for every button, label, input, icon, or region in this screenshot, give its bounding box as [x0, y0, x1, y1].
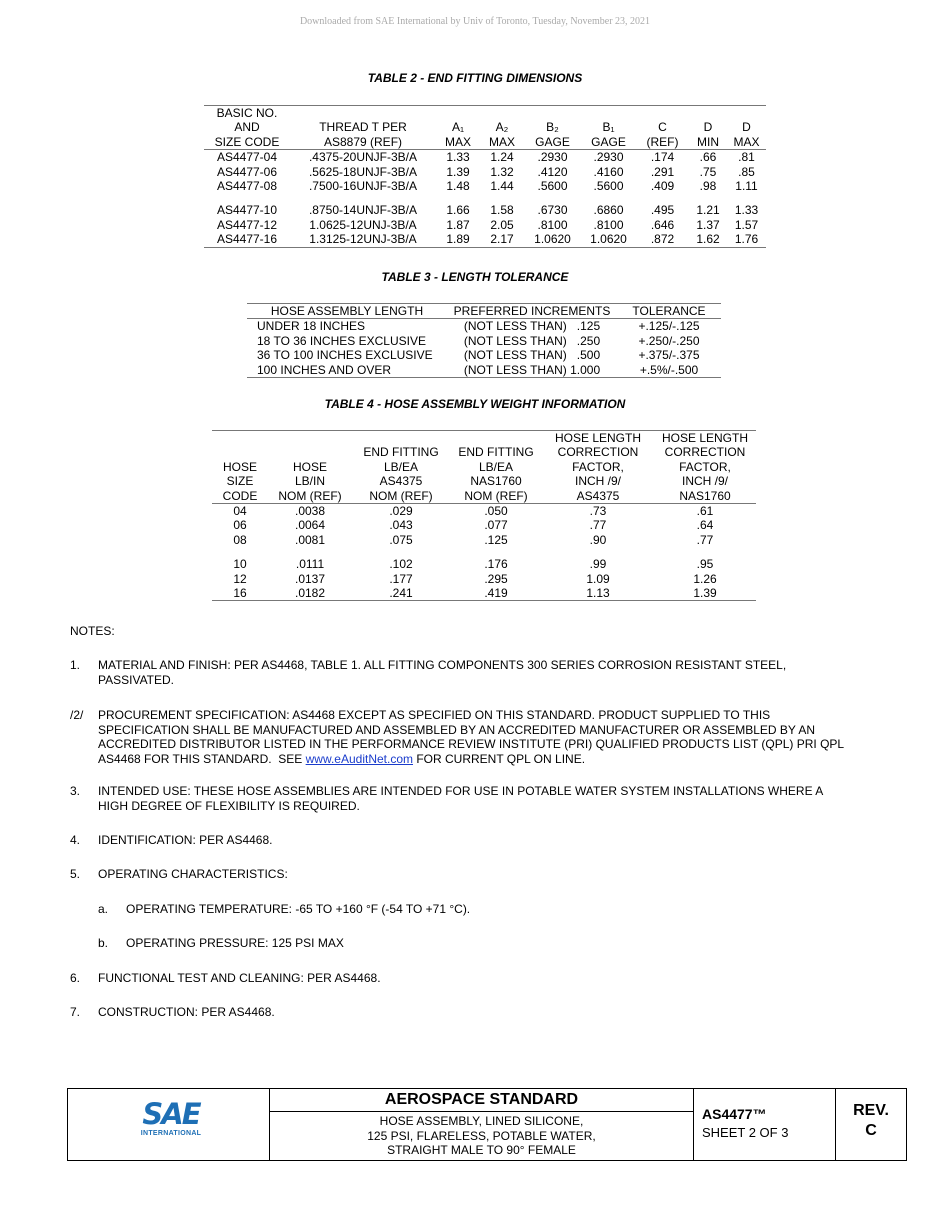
note-5: OPERATING CHARACTERISTICS:: [98, 867, 288, 881]
table-cell: .419: [450, 586, 542, 601]
table-cell: 04: [233, 504, 247, 519]
document-title-line: STRAIGHT MALE TO 90° FEMALE: [387, 1143, 576, 1157]
table-cell: .0081: [294, 532, 326, 547]
table-cell: .241: [352, 586, 450, 601]
table-cell: .872: [636, 232, 689, 247]
table-cell: .98: [699, 179, 717, 194]
table-cell: 1.21: [696, 203, 720, 218]
note-3: [98, 784, 888, 813]
table-cell: 1.33: [734, 203, 759, 218]
table-cell: .0064: [294, 518, 326, 533]
column-header-line: D: [703, 120, 713, 135]
table-cell: .5600: [593, 179, 624, 194]
table-row: [204, 203, 766, 217]
title-cell: [270, 1089, 694, 1160]
table-cell: .409: [650, 179, 675, 194]
note-4-number: 4.: [70, 833, 81, 847]
table-row: [204, 232, 766, 247]
document-number-cell: [694, 1089, 836, 1160]
table-cell: .99: [589, 557, 607, 572]
table-cell: .125: [484, 532, 508, 547]
note-5a: OPERATING TEMPERATURE: -65 TO +160 °F (-54 TO +71 °C).: [126, 902, 471, 916]
table2-end-fitting-dimensions: [204, 105, 766, 248]
table-row: [247, 319, 721, 334]
table-cell: .029: [389, 504, 413, 519]
column-header-line: HOSE: [292, 459, 327, 474]
table-cell: .0111: [295, 557, 325, 572]
column-header-line: MIN: [697, 134, 719, 149]
column-header-line: A₁: [451, 120, 465, 135]
column-header-line: BASIC NO.: [216, 106, 278, 120]
note-2-number: /2/: [70, 708, 84, 722]
table-cell: .043: [389, 518, 413, 533]
notes-heading: NOTES:: [70, 624, 115, 638]
table-cell: .075: [389, 532, 413, 547]
table-cell: 1.09: [586, 571, 610, 586]
column-header: [204, 106, 290, 150]
table-cell: 1.0625-12UNJ-3B/A: [309, 217, 417, 232]
column-header-line: HOSE LENGTH: [554, 431, 641, 445]
table-row: [212, 518, 756, 532]
column-header-line: B₁: [602, 120, 615, 135]
column-header-line: GAGE: [591, 134, 626, 149]
column-header: [581, 106, 636, 150]
column-header-line: HOSE LENGTH: [661, 431, 748, 445]
document-type: AEROSPACE STANDARD: [270, 1089, 693, 1112]
column-header-line: SIZE CODE: [214, 134, 280, 149]
table-cell: .295: [484, 571, 508, 586]
table-cell: .4160: [593, 164, 624, 179]
column-header: [290, 106, 436, 150]
note-2: [98, 708, 888, 766]
table-cell: .0137: [294, 571, 326, 586]
table-cell: .8100: [593, 217, 624, 232]
table-cell: .4120: [537, 164, 568, 179]
table-cell: .174: [650, 150, 675, 165]
table3-title: TABLE 3 - LENGTH TOLERANCE: [381, 270, 569, 284]
table-cell: 1.11: [735, 179, 758, 194]
table3-length-tolerance: [247, 303, 721, 378]
revision-cell: [836, 1101, 906, 1141]
column-header-line: NAS1760: [470, 474, 522, 489]
table-cell: AS4477-06: [216, 164, 278, 179]
table-cell: .077: [484, 518, 508, 533]
table-cell: (NOT LESS THAN) .250: [463, 333, 601, 348]
table-cell: UNDER 18 INCHES: [257, 319, 366, 334]
table-cell: 18 TO 36 INCHES EXCLUSIVE: [257, 333, 426, 348]
column-header-line: INCH /9/: [681, 474, 728, 489]
column-header-line: NOM (REF): [464, 488, 528, 503]
column-header-line: LB/EA: [383, 459, 419, 474]
table-cell: .64: [696, 518, 714, 533]
table-cell: .2930: [537, 150, 568, 165]
table-cell: .6860: [593, 203, 624, 218]
table-cell: 1.32: [490, 164, 514, 179]
table-cell: .176: [484, 557, 508, 572]
note-2-text: AS4468 FOR THIS STANDARD. SEE: [98, 751, 306, 766]
note-5b: OPERATING PRESSURE: 125 PSI MAX: [126, 936, 344, 950]
note-5-number: 5.: [70, 867, 81, 881]
column-header: [727, 106, 766, 150]
column-header-line: FACTOR,: [572, 459, 624, 474]
column-header-line: LB/IN: [294, 474, 325, 489]
table-row: [247, 334, 721, 348]
column-header-line: INCH /9/: [574, 474, 621, 489]
note-6: FUNCTIONAL TEST AND CLEANING: PER AS4468.: [98, 971, 381, 985]
table-row: [204, 150, 766, 165]
note-3-line: HIGH DEGREE OF FLEXIBILITY IS REQUIRED.: [98, 798, 360, 813]
table-cell: .61: [696, 504, 714, 519]
column-header-line: AS4375: [576, 488, 620, 503]
table-cell: .646: [650, 217, 675, 232]
table-cell: .73: [589, 504, 607, 519]
sheet-number: SHEET 2 OF 3: [702, 1125, 789, 1140]
revision-label: REV.: [853, 1102, 889, 1119]
column-header-line: MAX: [488, 134, 515, 149]
table-cell: (NOT LESS THAN) .125: [463, 319, 601, 334]
table-cell: .291: [650, 164, 675, 179]
note-3-number: 3.: [70, 784, 81, 798]
column-header: [542, 431, 654, 504]
table-cell: 2.17: [480, 232, 524, 247]
note-2-line: ACCREDITED DISTRIBUTOR LISTED IN THE PERFORMANCE REVIEW INSTITUTE (PRI) QUALIFIED PRODUCTS LIST (QPL) PRI QPL: [98, 737, 845, 752]
table-row: [212, 504, 756, 519]
title-block: [67, 1088, 907, 1161]
row-spacer: [212, 547, 756, 557]
table-cell: 1.26: [693, 571, 717, 586]
column-header: [480, 106, 524, 150]
table-cell: 1.0620: [524, 232, 581, 247]
document-title-line: HOSE ASSEMBLY, LINED SILICONE,: [379, 1114, 584, 1128]
document-number: AS4477™: [702, 1106, 767, 1122]
table-cell: +.125/-.125: [638, 319, 700, 334]
table-cell: +.250/-.250: [638, 333, 700, 348]
column-header-line: CODE: [222, 488, 258, 503]
column-header-line: THREAD T PER: [319, 120, 407, 135]
column-header-line: MAX: [444, 134, 471, 149]
eauditnet-link[interactable]: www.eAuditNet.com: [305, 751, 413, 766]
column-header: TOLERANCE: [617, 304, 721, 319]
table-cell: .90: [589, 532, 607, 547]
table-cell: 1.48: [446, 179, 470, 194]
column-header: [654, 431, 756, 504]
table-row: [204, 179, 766, 193]
table-cell: 1.58: [490, 203, 514, 218]
table-cell: (NOT LESS THAN) 1.000: [447, 363, 617, 378]
column-header: HOSE ASSEMBLY LENGTH: [247, 304, 447, 319]
note-2-text: FOR CURRENT QPL ON LINE.: [413, 751, 586, 766]
table-cell: .102: [389, 557, 413, 572]
logo-cell: [68, 1089, 270, 1160]
table-row: [204, 218, 766, 232]
table-cell: .7500-16UNJF-3B/A: [308, 179, 418, 194]
column-header-line: LB/EA: [478, 459, 514, 474]
column-header-line: AS4375: [379, 474, 423, 489]
table-cell: 36 TO 100 INCHES EXCLUSIVE: [257, 348, 433, 363]
table-cell: .66: [699, 150, 717, 165]
note-3-line: INTENDED USE: THESE HOSE ASSEMBLIES ARE INTENDED FOR USE IN POTABLE WATER SYSTEM INSTALLATIONS WHERE A: [98, 784, 824, 798]
table-cell: AS4477-08: [216, 179, 278, 194]
column-header: PREFERRED INCREMENTS: [447, 304, 617, 319]
table-cell: 1.3125-12UNJ-3B/A: [290, 232, 436, 247]
column-header-line: NOM (REF): [278, 488, 342, 503]
table-cell: .6730: [537, 203, 568, 218]
note-5a-letter: a.: [98, 902, 109, 916]
column-header-line: AND: [234, 120, 260, 135]
column-header-line: CORRECTION: [664, 445, 746, 460]
table-cell: .177: [389, 571, 413, 586]
column-header: [450, 431, 542, 504]
table-cell: 2.05: [490, 217, 514, 232]
table-cell: 1.44: [490, 179, 514, 194]
table-cell: 06: [233, 518, 247, 533]
table-row: [212, 557, 756, 571]
table-cell: .81: [738, 150, 755, 165]
column-header-line: HOSE: [222, 459, 257, 474]
table-row: [212, 533, 756, 547]
table-cell: 1.39: [446, 164, 470, 179]
table-cell: +.375/-.375: [638, 348, 700, 363]
table-cell: 1.89: [436, 232, 480, 247]
table-cell: 1.76: [727, 232, 766, 247]
table-row: [212, 572, 756, 586]
column-header: [636, 106, 689, 150]
table-cell: 08: [233, 532, 247, 547]
table4-weight-information: [212, 430, 756, 601]
note-1: [98, 658, 888, 687]
document-title-line: 125 PSI, FLARELESS, POTABLE WATER,: [367, 1128, 596, 1143]
table-cell: 1.33: [446, 150, 470, 165]
column-header: [268, 431, 352, 504]
table-row: [212, 586, 756, 601]
table-cell: 1.62: [689, 232, 727, 247]
column-header-line: FACTOR,: [679, 459, 731, 474]
note-7-number: 7.: [70, 1005, 81, 1019]
table-cell: .495: [650, 203, 675, 218]
column-header-line: SIZE: [226, 474, 254, 489]
table-cell: 12: [233, 571, 247, 586]
table-cell: .75: [699, 164, 717, 179]
table-cell: 10: [233, 557, 247, 572]
note-4: IDENTIFICATION: PER AS4468.: [98, 833, 273, 847]
table-cell: .95: [696, 557, 714, 572]
note-2-line: SPECIFICATION SHALL BE MANUFACTURED AND ASSEMBLED BY AN ACCREDITED MANUFACTURER OR ASSEMBLED BY AN: [98, 722, 816, 737]
column-header-line: NOM (REF): [369, 488, 433, 503]
table-cell: .77: [696, 532, 714, 547]
table-cell: .5600: [537, 179, 568, 194]
table-cell: 1.37: [696, 217, 720, 232]
table-cell: 1.87: [446, 217, 470, 232]
note-7: CONSTRUCTION: PER AS4468.: [98, 1005, 275, 1019]
table-cell: .4375-20UNJF-3B/A: [308, 150, 418, 165]
column-header-line: AS8879 (REF): [323, 134, 403, 149]
revision-letter: C: [865, 1122, 877, 1139]
table-cell: 1.13: [542, 586, 654, 601]
table-cell: 1.39: [654, 586, 756, 601]
column-header-line: D: [742, 120, 751, 135]
table4-title: TABLE 4 - HOSE ASSEMBLY WEIGHT INFORMATION: [324, 397, 626, 411]
table-cell: 100 INCHES AND OVER: [247, 363, 447, 378]
table-cell: AS4477-16: [204, 232, 290, 247]
table-row: [247, 348, 721, 362]
note-1-line: MATERIAL AND FINISH: PER AS4468, TABLE 1. ALL FITTING COMPONENTS 300 SERIES CORROSION RESISTANT STEEL,: [98, 658, 787, 672]
table-cell: .8750-14UNJF-3B/A: [308, 203, 418, 218]
column-header: [524, 106, 581, 150]
column-header-line: END FITTING: [458, 445, 534, 460]
table-cell: .2930: [593, 150, 624, 165]
table-cell: .0038: [294, 504, 326, 519]
table-row: [204, 165, 766, 179]
table2-title: TABLE 2 - END FITTING DIMENSIONS: [367, 71, 583, 85]
note-6-number: 6.: [70, 971, 81, 985]
column-header: [689, 106, 727, 150]
column-header-line: NAS1760: [679, 488, 731, 503]
note-2-line: PROCUREMENT SPECIFICATION: AS4468 EXCEPT AS SPECIFIED ON THIS STANDARD. PRODUCT SUPPLIED TO THIS: [98, 708, 771, 722]
column-header-line: END FITTING: [363, 445, 439, 460]
column-header: [352, 431, 450, 504]
column-header-line: MAX: [733, 134, 760, 149]
column-header-line: A₂: [495, 120, 509, 135]
sae-logo-mark: SAE: [142, 1097, 200, 1131]
column-header-line: C: [658, 120, 667, 135]
table-cell: AS4477-12: [216, 217, 278, 232]
document-title: [270, 1114, 693, 1158]
table-cell: .77: [589, 518, 607, 533]
column-header-line: CORRECTION: [557, 445, 639, 460]
table-cell: 16: [212, 586, 268, 601]
table-cell: +.5%/-.500: [617, 363, 721, 378]
column-header-line: GAGE: [535, 134, 570, 149]
table-cell: 1.57: [734, 217, 759, 232]
note-1-line: PASSIVATED.: [98, 672, 175, 687]
table-cell: .0182: [268, 586, 352, 601]
note-1-number: 1.: [70, 658, 81, 672]
column-header-line: B₂: [546, 120, 559, 135]
sae-logo: [136, 1099, 206, 1137]
table-cell: 1.66: [446, 203, 470, 218]
column-header: [436, 106, 480, 150]
column-header-line: (REF): [646, 134, 679, 149]
table-cell: 1.0620: [581, 232, 636, 247]
table-cell: .5625-18UNJF-3B/A: [308, 164, 418, 179]
table-cell: .8100: [537, 217, 568, 232]
download-watermark: Downloaded from SAE International by Univ of Toronto, Tuesday, November 23, 2021: [299, 16, 651, 27]
note-2-line: [98, 752, 888, 767]
table-cell: AS4477-04: [216, 150, 278, 165]
table-cell: 1.24: [490, 150, 514, 165]
table-row: [247, 363, 721, 378]
table-cell: AS4477-10: [216, 203, 278, 218]
table-cell: .85: [738, 164, 755, 179]
column-header: [212, 431, 268, 504]
table-cell: .050: [484, 504, 508, 519]
table-cell: (NOT LESS THAN) .500: [463, 348, 601, 363]
note-5b-letter: b.: [98, 936, 109, 950]
row-spacer: [204, 193, 766, 203]
sae-logo-subtext: INTERNATIONAL: [140, 1130, 202, 1137]
